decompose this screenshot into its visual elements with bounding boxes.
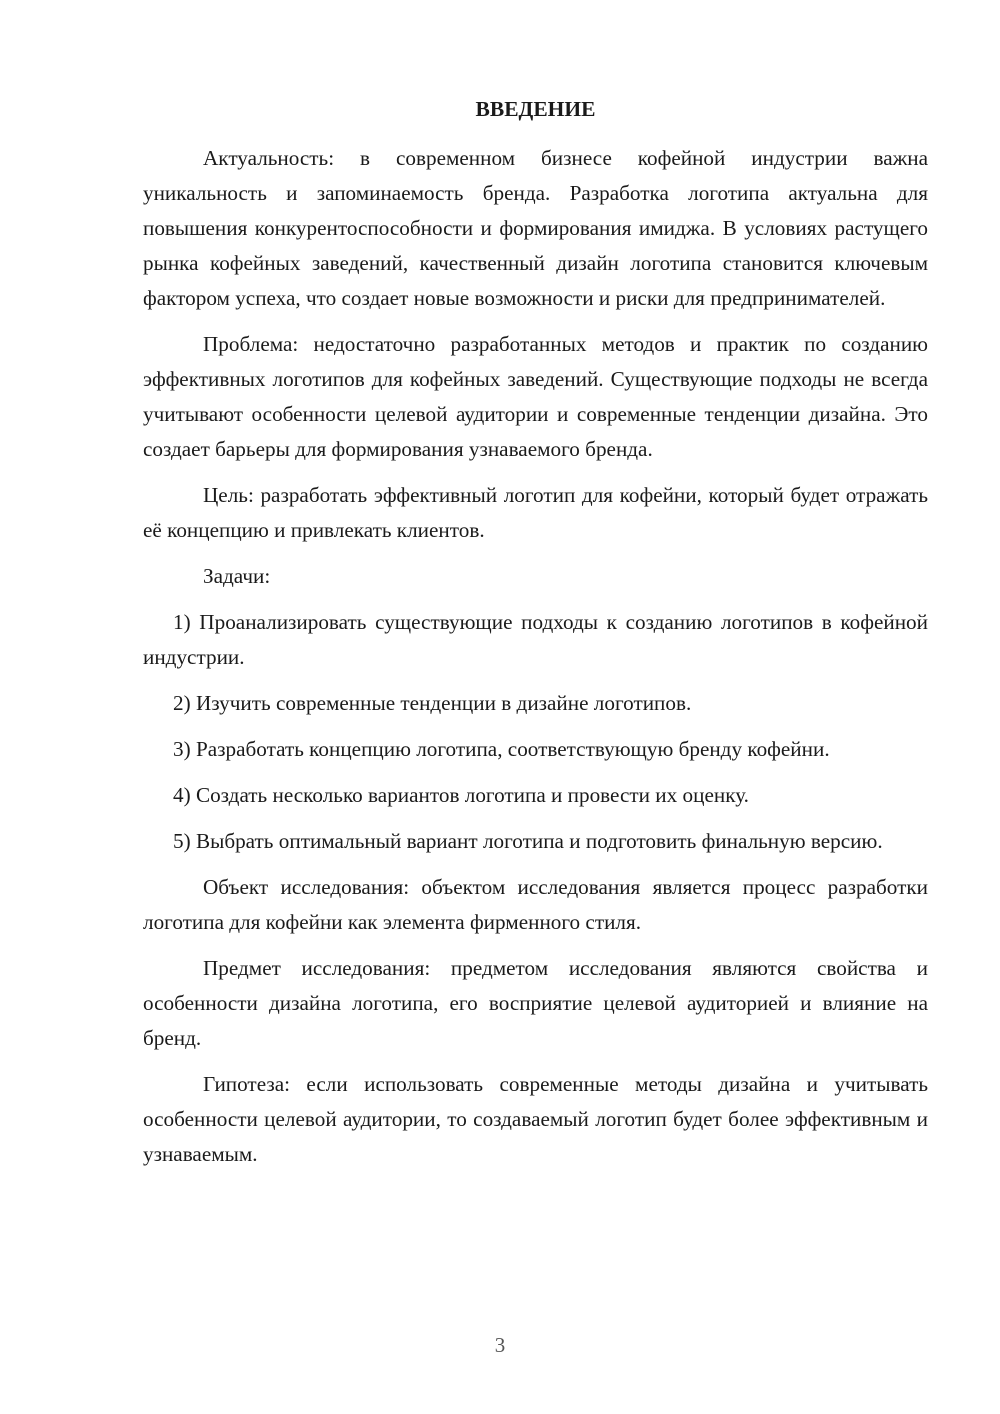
tasks-label: Задачи:	[203, 564, 271, 588]
page-number: 3	[494, 1333, 506, 1357]
task-item-5: 5) Выбрать оптимальный вариант логотипа и подготовить финальную версию.	[173, 829, 883, 853]
page-title: ВВЕДЕНИЕ	[475, 97, 596, 121]
problem-paragraph: Проблема: недостаточно разработанных методов и практик по созданию эффективных логотипов для кофейных заведений. Существующие подходы не всегда учитывают особенности целевой аудитории и современные тенденции дизайна. Это создает барьеры для формирования узнаваемого бренда.	[143, 332, 928, 461]
task-item-3: 3) Разработать концепцию логотипа, соответствующую бренду кофейни.	[173, 737, 830, 761]
hypothesis-paragraph: Гипотеза: если использовать современные методы дизайна и учитывать особенности целевой аудитории, то создаваемый логотип будет более эффективным и узнаваемым.	[143, 1072, 928, 1166]
relevance-paragraph: Актуальность: в современном бизнесе кофейной индустрии важна уникальность и запоминаемость бренда. Разработка логотипа актуальна для повышения конкурентоспособности и формирования имиджа. В условиях растущего рынка кофейных заведений, качественный дизайн логотипа становится ключевым фактором успеха, что создает новые возможности и риски для предпринимателей.	[143, 146, 928, 310]
goal-paragraph: Цель: разработать эффективный логотип для кофейни, который будет отражать её концепцию и привлекать клиентов.	[143, 483, 928, 542]
tasks-list	[143, 605, 928, 859]
task-item-1: 1) Проанализировать существующие подходы к созданию логотипов в кофейной индустрии.	[143, 610, 928, 669]
document-page	[143, 92, 928, 1172]
task-item-2: 2) Изучить современные тенденции в дизайне логотипов.	[173, 691, 692, 715]
subject-paragraph: Предмет исследования: предметом исследования являются свойства и особенности дизайна логотипа, его восприятие целевой аудиторией и влияние на бренд.	[143, 956, 928, 1050]
task-item-4: 4) Создать несколько вариантов логотипа и провести их оценку.	[173, 783, 749, 807]
object-paragraph: Объект исследования: объектом исследования является процесс разработки логотипа для кофейни как элемента фирменного стиля.	[143, 875, 928, 934]
